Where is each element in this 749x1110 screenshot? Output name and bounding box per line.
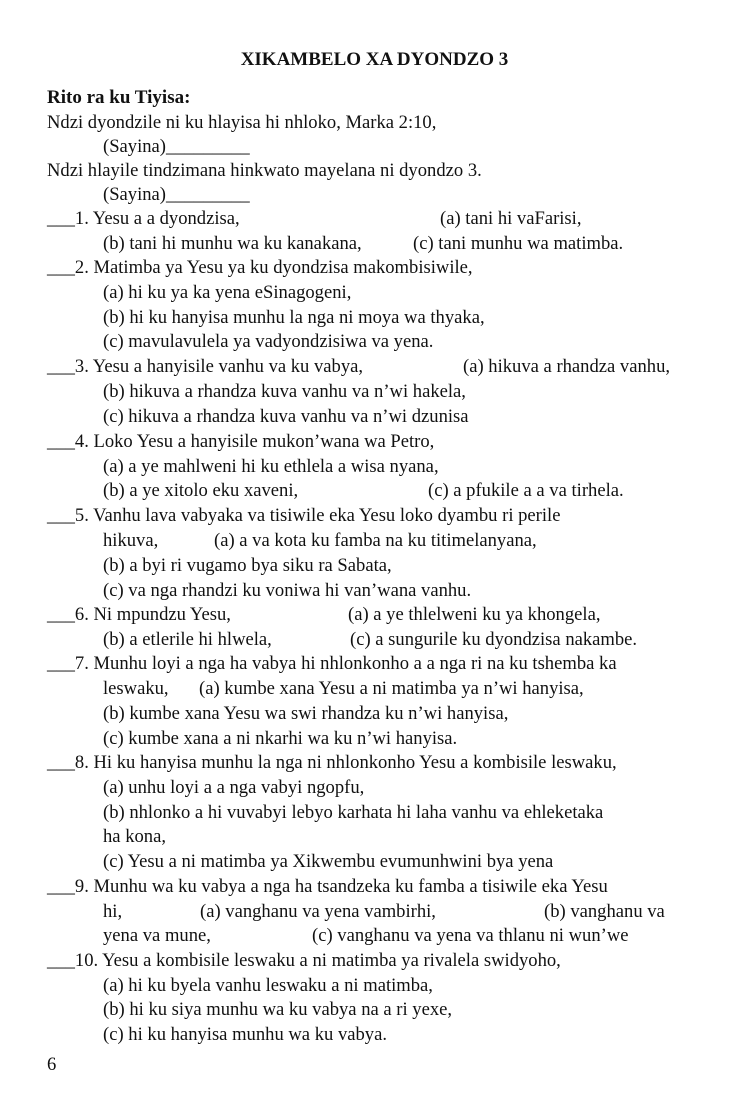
question-2: ___2. Matimba ya Yesu ya ku dyondzisa makombisiwile, xyxy=(47,257,473,278)
option-a: (a) a va kota ku famba na ku titimelanyana, xyxy=(214,530,537,551)
option-c: (c) kumbe xana a ni nkarhi wa ku n’wi hanyisa. xyxy=(103,728,458,749)
option-c: (c) Yesu a ni matimba ya Xikwembu evumunhwini bya yena xyxy=(103,851,554,872)
option-a: (a) a ye thlelweni ku ya khongela, xyxy=(348,604,601,625)
promise-heading: Rito ra ku Tiyisa: xyxy=(47,87,191,108)
option-a: (a) tani hi vaFarisi, xyxy=(440,208,582,229)
option-b: (b) a ye xitolo eku xaveni, xyxy=(103,480,299,501)
promise-line-1: Ndzi dyondzile ni ku hlayisa hi nhloko, Marka 2:10, xyxy=(47,112,437,133)
page-number: 6 xyxy=(47,1054,57,1075)
option-a: (a) unhu loyi a a nga vabyi ngopfu, xyxy=(103,777,365,798)
option-c: (c) hi ku hanyisa munhu wa ku vabya. xyxy=(103,1024,387,1045)
option-b: (b) a etlerile hi hlwela, xyxy=(103,629,272,650)
option-c: (c) vanghanu va yena va thlanu ni wun’we xyxy=(312,925,629,946)
option-c: (c) tani munhu wa matimba. xyxy=(413,233,624,254)
option-c: (c) a pfukile a a va tirhela. xyxy=(428,480,624,501)
option-b: (b) kumbe xana Yesu wa swi rhandza ku n’wi hanyisa, xyxy=(103,703,509,724)
question-9-continued xyxy=(103,900,665,924)
option-b: (b) nhlonko a hi vuvabyi lebyo karhata hi laha vanhu va ehleketaka xyxy=(103,802,604,823)
question-1 xyxy=(47,207,582,231)
question-1-options xyxy=(103,232,624,256)
question-7: ___7. Munhu loyi a nga ha vabya hi nhlonkonho a a nga ri na ku tshemba ka xyxy=(47,653,617,674)
question-6 xyxy=(47,603,601,627)
option-a: (a) a ye mahlweni hi ku ethlela a wisa nyana, xyxy=(103,456,439,477)
question-text: hikuva, xyxy=(103,530,159,551)
option-b: (b) hi ku siya munhu wa ku vabya na a ri yexe, xyxy=(103,999,453,1020)
option-c: (c) mavulavulela ya vadyondzisiwa va yena. xyxy=(103,331,434,352)
option-c: (c) va nga rhandzi ku voniwa hi van’wana vanhu. xyxy=(103,580,472,601)
promise-line-2: Ndzi hlayile tindzimana hinkwato mayelana ni dyondzo 3. xyxy=(47,160,482,181)
signature-line-1: (Sayina)_________ xyxy=(103,136,250,157)
question-6-options xyxy=(103,628,638,652)
page-title: XIKAMBELO XA DYONDZO 3 xyxy=(240,49,509,70)
question-text: leswaku, xyxy=(103,678,169,699)
question-7-continued xyxy=(103,677,584,701)
option-b-continued: ha kona, xyxy=(103,826,166,847)
option-a: (a) hikuva a rhandza vanhu, xyxy=(463,356,671,377)
question-10: ___10. Yesu a kombisile leswaku a ni matimba ya rivalela swidyoho, xyxy=(47,950,561,971)
option-a: (a) vanghanu va yena vambirhi, xyxy=(200,901,436,922)
question-text: ___3. Yesu a hanyisile vanhu va ku vabya, xyxy=(47,356,364,377)
option-c: (c) hikuva a rhandza kuva vanhu va n’wi dzunisa xyxy=(103,406,469,427)
question-4-options xyxy=(103,479,624,503)
question-text: ___1. Yesu a a dyondzisa, xyxy=(47,208,240,229)
question-5: ___5. Vanhu lava vabyaka va tisiwile eka Yesu loko dyambu ri perile xyxy=(47,505,561,526)
question-8: ___8. Hi ku hanyisa munhu la nga ni nhlonkonho Yesu a kombisile leswaku, xyxy=(47,752,617,773)
option-b: (b) hi ku hanyisa munhu la nga ni moya wa thyaka, xyxy=(103,307,485,328)
option-b-continued: yena va mune, xyxy=(103,925,211,946)
question-text: ___6. Ni mpundzu Yesu, xyxy=(47,604,231,625)
question-5-continued xyxy=(103,529,537,553)
option-a: (a) hi ku byela vanhu leswaku a ni matimba, xyxy=(103,975,433,996)
option-b: (b) a byi ri vugamo bya siku ra Sabata, xyxy=(103,555,392,576)
question-9: ___9. Munhu wa ku vabya a nga ha tsandzeka ku famba a tisiwile eka Yesu xyxy=(47,876,608,897)
option-b: (b) hikuva a rhandza kuva vanhu va n’wi hakela, xyxy=(103,381,466,402)
option-a: (a) hi ku ya ka yena eSinagogeni, xyxy=(103,282,352,303)
option-b: (b) tani hi munhu wa ku kanakana, xyxy=(103,233,362,254)
signature-line-2: (Sayina)_________ xyxy=(103,184,250,205)
question-text: hi, xyxy=(103,901,123,922)
option-c: (c) a sungurile ku dyondzisa nakambe. xyxy=(350,629,638,650)
option-a: (a) kumbe xana Yesu a ni matimba ya n’wi hanyisa, xyxy=(199,678,584,699)
question-3 xyxy=(47,355,671,379)
option-b: (b) vanghanu va xyxy=(544,901,665,922)
question-4: ___4. Loko Yesu a hanyisile mukon’wana wa Petro, xyxy=(47,431,435,452)
question-9-options xyxy=(103,924,629,948)
